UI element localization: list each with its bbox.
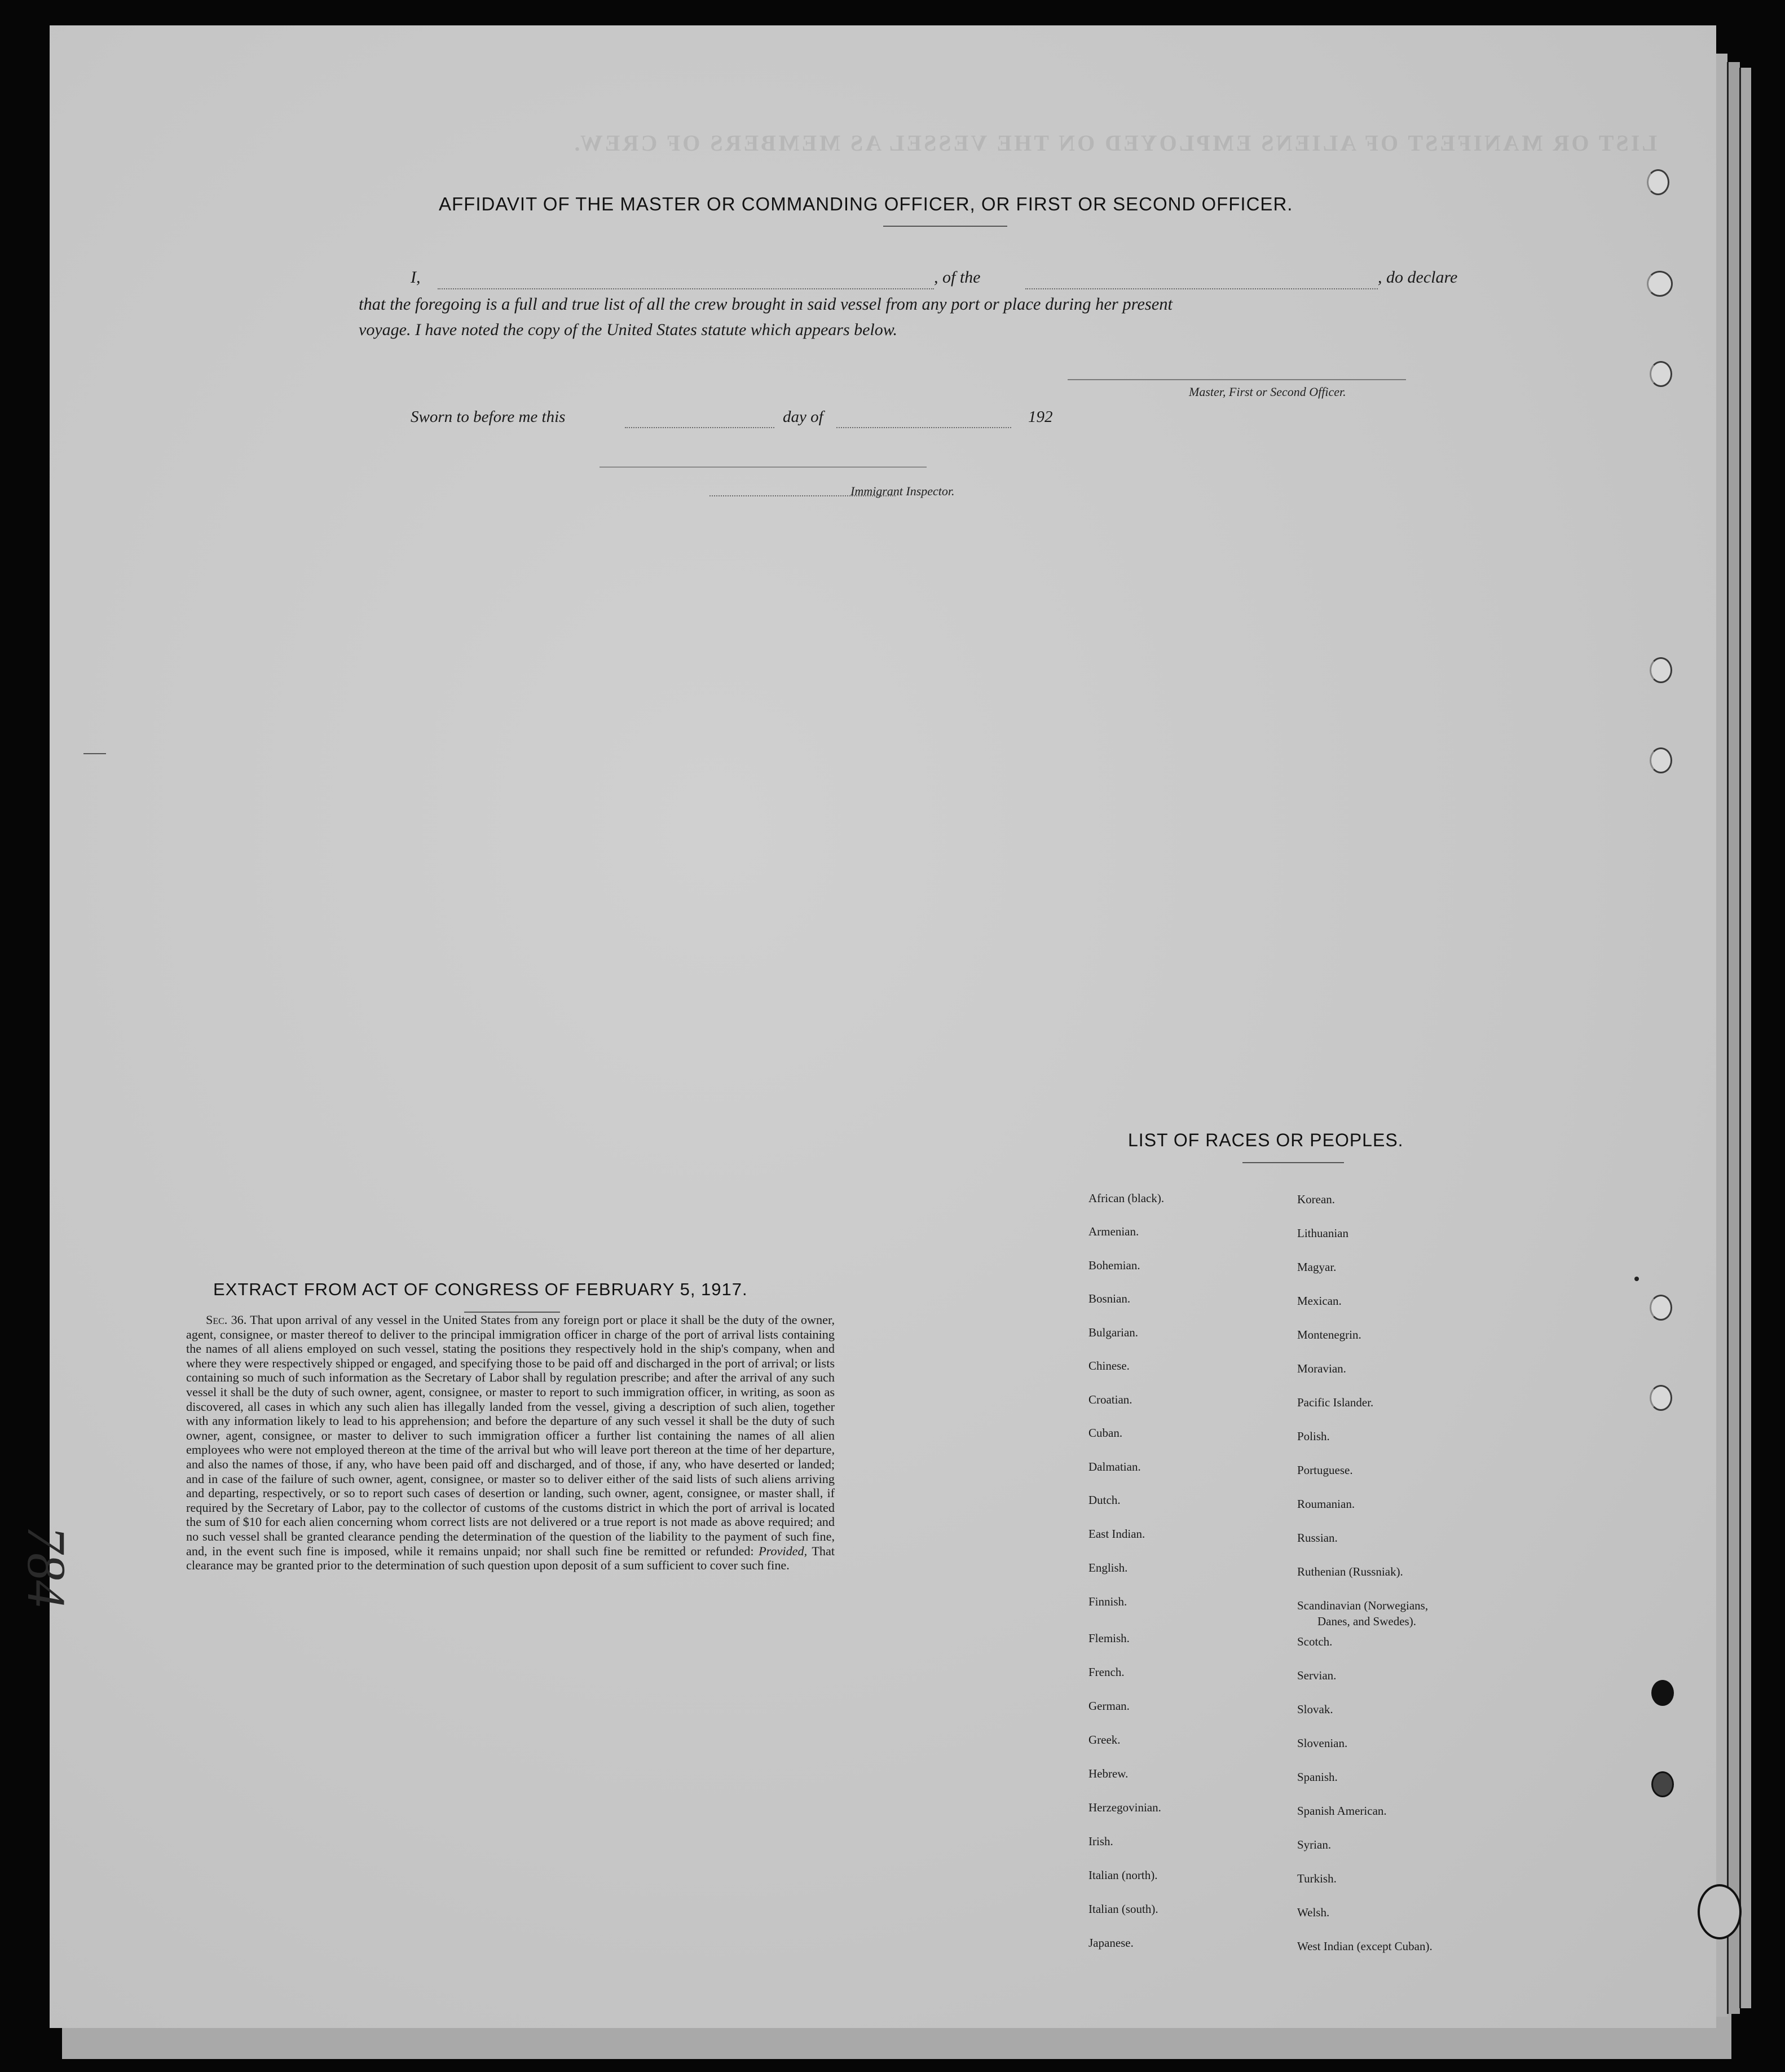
binder-hole bbox=[1651, 1680, 1674, 1706]
race-item: Slovak. bbox=[1297, 1703, 1333, 1716]
sworn-prefix: Sworn to before me this bbox=[411, 408, 566, 426]
race-item: Bohemian. bbox=[1088, 1259, 1140, 1272]
affidavit-line-3: voyage. I have noted the copy of the United States statute which appears below. bbox=[359, 320, 898, 339]
race-item: Herzegovinian. bbox=[1088, 1801, 1161, 1814]
race-item: Japanese. bbox=[1088, 1936, 1134, 1950]
race-item: Magyar. bbox=[1297, 1260, 1337, 1274]
race-item: Cuban. bbox=[1088, 1426, 1123, 1440]
officer-name-field[interactable] bbox=[438, 288, 934, 289]
race-item: Portuguese. bbox=[1297, 1463, 1353, 1477]
affidavit-heading: AFFIDAVIT OF THE MASTER OR COMMANDING OFFICER, OR FIRST OR SECOND OFFICER. bbox=[439, 193, 1293, 214]
race-item: English. bbox=[1088, 1561, 1128, 1574]
margin-tick-mark bbox=[83, 753, 106, 754]
race-item: African (black). bbox=[1088, 1191, 1165, 1205]
race-item: East Indian. bbox=[1088, 1527, 1145, 1541]
race-item: Russian. bbox=[1297, 1531, 1338, 1545]
race-item: Mexican. bbox=[1297, 1294, 1342, 1308]
race-item: Pacific Islander. bbox=[1297, 1396, 1374, 1409]
handwritten-margin-number: 784 bbox=[16, 1526, 77, 1607]
race-item: Korean. bbox=[1297, 1193, 1336, 1206]
race-item: Spanish. bbox=[1297, 1770, 1338, 1784]
affidavit-line-2: that the foregoing is a full and true list of all the crew brought in said vessel from any port or place during her present bbox=[359, 294, 1173, 314]
race-item: Servian. bbox=[1297, 1669, 1337, 1682]
race-item: Slovenian. bbox=[1297, 1736, 1348, 1750]
race-item: German. bbox=[1088, 1699, 1130, 1713]
race-item: Montenegrin. bbox=[1297, 1328, 1361, 1341]
race-item: Turkish. bbox=[1297, 1872, 1337, 1885]
race-item: Welsh. bbox=[1297, 1906, 1330, 1919]
binder-hole bbox=[1651, 1771, 1674, 1797]
ink-dot bbox=[1634, 1277, 1639, 1281]
race-item: Roumanian. bbox=[1297, 1497, 1355, 1511]
race-item: West Indian (except Cuban). bbox=[1297, 1939, 1433, 1953]
race-item: Flemish. bbox=[1088, 1631, 1130, 1645]
race-item: Bulgarian. bbox=[1088, 1326, 1139, 1339]
bleed-through-text: LIST OR MANIFEST OF ALIENS EMPLOYED ON THE VESSEL AS MEMBERS OF CREW. bbox=[572, 130, 1657, 156]
inspector-signature-line-1[interactable] bbox=[600, 467, 927, 468]
race-item: Croatian. bbox=[1088, 1393, 1132, 1406]
race-item: Scandinavian (Norwegians, bbox=[1297, 1599, 1429, 1612]
page-edge-3 bbox=[1739, 68, 1751, 2008]
race-item: Scotch. bbox=[1297, 1635, 1333, 1648]
binder-hole bbox=[1650, 1385, 1672, 1411]
day-of-label: day of bbox=[783, 408, 823, 426]
page-edge-2 bbox=[1727, 62, 1740, 2014]
race-item: Bosnian. bbox=[1088, 1292, 1131, 1305]
extract-heading: EXTRACT FROM ACT OF CONGRESS OF FEBRUARY 5, 1917. bbox=[213, 1279, 748, 1299]
year-prefix: 192 bbox=[1028, 408, 1053, 426]
races-heading: LIST OF RACES OR PEOPLES. bbox=[1128, 1130, 1404, 1150]
statute-body-end: That clearance may be granted prior to the determination of such question upon deposit of a sum sufficient to cover such fine. bbox=[186, 1543, 835, 1573]
race-item: Syrian. bbox=[1297, 1838, 1332, 1851]
races-heading-rule bbox=[1242, 1162, 1344, 1163]
race-item: Ruthenian (Russniak). bbox=[1297, 1565, 1403, 1578]
master-signature-label: Master, First or Second Officer. bbox=[1189, 385, 1346, 399]
binder-hole bbox=[1647, 169, 1669, 195]
section-label: Sec. 36. bbox=[206, 1313, 247, 1327]
inspector-label: Immigrant Inspector. bbox=[850, 484, 955, 498]
page-edge-1 bbox=[1715, 54, 1727, 2017]
race-item: Finnish. bbox=[1088, 1595, 1127, 1608]
race-item: Hebrew. bbox=[1088, 1767, 1129, 1780]
race-item: Greek. bbox=[1088, 1733, 1121, 1747]
sworn-month-field[interactable] bbox=[836, 427, 1011, 428]
race-item: Armenian. bbox=[1088, 1225, 1139, 1238]
statute-text bbox=[186, 1313, 835, 1573]
sworn-day-field[interactable] bbox=[625, 427, 774, 428]
binder-hole bbox=[1650, 747, 1672, 773]
statute-body: That upon arrival of any vessel in the United States from any foreign port or place it shall be the duty of the owner, agent, consignee, or master thereof to deliver to the principal immigration officer in charge of the port of arrival lists containing the names of all aliens employed on such vessel, stating the positions they respectively hold in the ship's company, when and where they were respectively shipped or engaged, and specifying those to be paid off and discharged in the port of arrival; or lists containing so much of such information as the Secretary of Labor shall by regulation prescribe; and after the arrival of any such vessel it shall be the duty of such owner, agent, consignee, or master to report to such immigration officer, in writing, as soon as discovered, all cases in which any such alien has illegally landed from the vessel, giving a description of such alien, together with any information likely to lead to his apprehension; and before the departure of any such vessel it shall be the duty of such owner, agent, consignee, or master to deliver to such immigration officer a further list containing the names of all alien employees who were not employed thereon at the time of the arrival but who will leave port thereon at the time of her departure, and also the names of those, if any, who have been paid off and discharged, and of those, if any, who have deserted or landed; and in case of the failure of such owner, agent, consignee, or master so to deliver either of the said lists of such aliens arriving and departing, respectively, or so to report such cases of desertion or landing, such owner, agent, consignee, or master shall, if required by the Secretary of Labor, pay to the collector of customs of the customs district in which the port of arrival is located the sum of $10 for each alien concerning whom correct lists are not delivered or a true report is not made as above required; and no such vessel shall be granted clearance pending the determination of the question of the liability to the payment of such fine, and, in the event such fine is imposed, while it remains unpaid; nor shall such fine be remitted or refunded: bbox=[186, 1313, 835, 1558]
binder-hole bbox=[1650, 1295, 1672, 1321]
race-item: Spanish American. bbox=[1297, 1804, 1387, 1818]
binder-hole bbox=[1650, 361, 1672, 387]
archive-stamp bbox=[1698, 1884, 1742, 1939]
race-item: Italian (north). bbox=[1088, 1868, 1158, 1882]
race-item: French. bbox=[1088, 1665, 1125, 1679]
provided-label: Provided, bbox=[759, 1543, 808, 1558]
race-item: Polish. bbox=[1297, 1429, 1330, 1443]
race-item: Italian (south). bbox=[1088, 1902, 1158, 1916]
affidavit-declare-label: , do declare bbox=[1378, 268, 1458, 287]
document-page bbox=[16, 25, 1716, 2028]
affidavit-of-the-label: , of the bbox=[934, 268, 981, 287]
race-item: Dalmatian. bbox=[1088, 1460, 1141, 1473]
binder-hole bbox=[1650, 657, 1672, 683]
race-item: Moravian. bbox=[1297, 1362, 1346, 1375]
race-item: Dutch. bbox=[1088, 1493, 1121, 1507]
affidavit-heading-rule bbox=[883, 226, 1007, 227]
binder-hole bbox=[1647, 271, 1673, 297]
vessel-name-field[interactable] bbox=[1025, 288, 1378, 289]
affidavit-i-label: I, bbox=[411, 268, 421, 287]
race-item: Irish. bbox=[1088, 1835, 1113, 1848]
race-item: Chinese. bbox=[1088, 1359, 1130, 1372]
race-item: Lithuanian bbox=[1297, 1226, 1348, 1240]
master-signature-line[interactable] bbox=[1068, 379, 1406, 380]
race-item: Danes, and Swedes). bbox=[1317, 1615, 1416, 1628]
